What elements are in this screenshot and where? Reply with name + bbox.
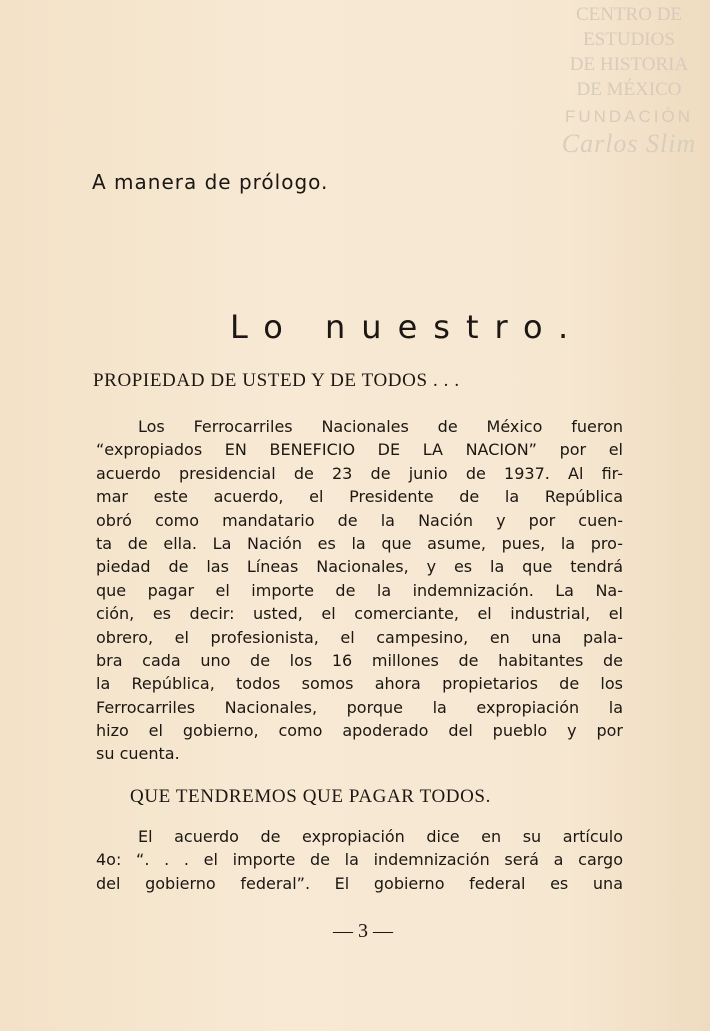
watermark-line: ESTUDIOS — [583, 29, 675, 50]
text-line: obrero, el profesionista, el campesino, en una pala- — [96, 627, 623, 647]
text-line: Los Ferrocarriles Nacionales de México fueron — [138, 417, 623, 436]
section-heading-property: PROPIEDAD DE USTED Y DE TODOS . . . — [93, 370, 460, 391]
text-line: del gobierno federal”. El gobierno federal es una — [96, 873, 623, 893]
watermark-line: DE HISTORIA — [569, 54, 689, 75]
watermark-line: CENTRO DE — [575, 4, 683, 25]
text-line: “expropiados EN BENEFICIO DE LA NACION” por el — [96, 440, 623, 460]
page-number: — 3 — — [333, 920, 393, 942]
paragraph-property — [96, 415, 623, 766]
watermark-foundation: FUNDACIÓN — [564, 107, 694, 126]
text-line: que pagar el importe de la indemnización. La Na- — [96, 580, 623, 600]
text-line: acuerdo presidencial de 23 de junio de 1937. Al fir- — [96, 463, 623, 483]
text-line: piedad de las Líneas Nacionales, y es la que tendrá — [96, 557, 623, 577]
text-line: 4o: “. . . el importe de la indemnización será a cargo — [96, 850, 623, 870]
section-heading-payment: QUE TENDREMOS QUE PAGAR TODOS. — [130, 786, 491, 807]
text-line: Ferrocarriles Nacionales, porque la expropiación la — [96, 697, 623, 717]
watermark-signature: Carlos Slim — [561, 129, 697, 158]
paragraph-payment — [96, 825, 623, 895]
text-line: El acuerdo de expropiación dice en su artículo — [138, 827, 623, 846]
page-title: Lo nuestro. — [230, 308, 585, 346]
text-line: ta de ella. La Nación es la que asume, pues, la pro- — [96, 533, 623, 553]
prologue-heading: A manera de prólogo. — [92, 170, 329, 194]
text-line: mar este acuerdo, el Presidente de la República — [96, 487, 623, 507]
text-line: bra cada uno de los 16 millones de habitantes de — [96, 650, 623, 670]
watermark-line: DE MÉXICO — [576, 79, 682, 100]
text-line: la República, todos somos ahora propietarios de los — [96, 674, 623, 694]
text-line: ción, es decir: usted, el comerciante, el industrial, el — [96, 604, 623, 624]
text-line: su cuenta. — [96, 744, 180, 764]
archive-watermark — [554, 2, 704, 156]
text-line: obró como mandatario de la Nación y por cuen- — [96, 510, 623, 530]
text-line: hizo el gobierno, como apoderado del pueblo y por — [96, 721, 623, 741]
